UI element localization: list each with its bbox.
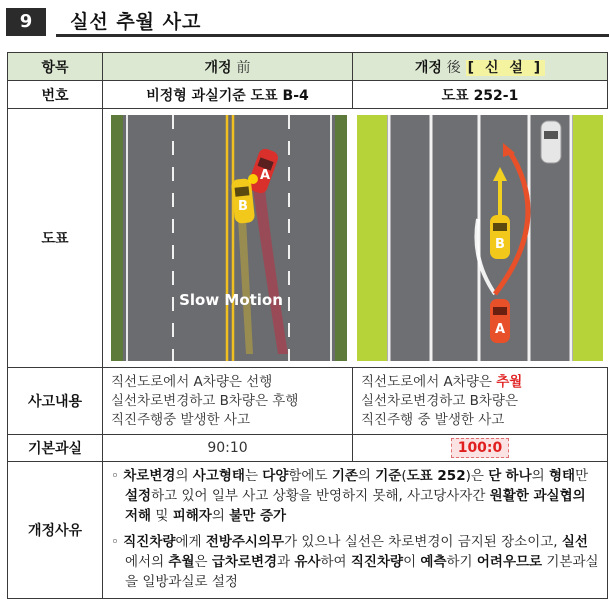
header-after [353,53,608,81]
diagram-before-image [103,109,353,367]
header-row [8,53,608,81]
basic-after-cell [353,435,608,462]
table-row-diagram [8,109,608,368]
diagram-before-cell [103,109,353,368]
content-before-line: 직선도로에서 A차량은 선행 [111,373,273,390]
content-after [353,368,608,435]
number-before: 비정형 과실기준 도표 B-4 [103,81,353,109]
header-before [103,53,353,81]
table-row-reason [8,462,608,599]
slow-motion-caption: Slow Motion [179,291,283,309]
content-after-highlight: 추월 [496,373,523,390]
header-after-bold: 개정 [414,59,442,76]
reason-paragraph-2: ◦ 직진차량에게 전방주시의무가 있으나 실선은 차로변경이 금지된 장소이고, 실선에서의 추월은 급차로변경과 유사하여 직진차량이 예측하기 어려우므로 기본과실을 일방과실로 설정 [111,534,599,590]
content-after-text: 직선도로에서 A차량은 [361,373,497,390]
label-number: 번호 [8,81,103,109]
content-before [103,368,353,435]
diagram-after-cell [353,109,608,368]
number-after: 도표 252-1 [353,81,608,109]
label-diagram: 도표 [8,109,103,368]
content-after-line [361,373,599,392]
title-underline [56,34,609,37]
after-car-a-label: A [494,322,506,337]
before-car-a-label: A [259,168,271,183]
bullet: ◦ [111,468,119,484]
section-number: 9 [6,8,46,36]
content-before-line: 실선차로변경하고 B차량은 후행 [111,392,299,409]
diagram-after-image [353,109,608,367]
header-after-light: 後 [446,59,461,76]
new-badge: [ 신 설 ] [467,59,544,76]
reason-paragraph-1: ◦ 차로변경의 사고형태는 다양함에도 기존의 기준(도표 252)은 단 하나의 형태만 설정하고 있어 일부 사고 상황을 반영하지 못해, 사고당사자간 원활한 과실협의 저해 및 피해자의 불만 증가 [111,468,589,524]
content-before-line: 직진주행중 발생한 사고 [111,411,250,428]
section-title-bar [6,8,606,36]
table-row-number [8,81,608,109]
section-title: 실선 추월 사고 [70,11,202,33]
comparison-table [7,52,608,599]
content-after-line: 직진주행 중 발생한 사고 [361,411,505,428]
basic-before: 90:10 [103,435,353,462]
content-after-line: 실선차로변경하고 B차량은 [361,392,519,409]
label-reason: 개정사유 [8,462,103,599]
label-content: 사고내용 [8,368,103,435]
basic-after: 100:0 [451,438,510,458]
table-row-content [8,368,608,435]
label-basic: 기본과실 [8,435,103,462]
table-row-basic [8,435,608,462]
after-car-b-label: B [495,237,505,252]
bullet: ◦ [111,534,119,550]
before-car-b-label: B [238,199,248,214]
header-before-light: 前 [236,59,251,76]
reason-text [103,462,608,599]
header-before-bold: 개정 [204,59,232,76]
header-item: 항목 [8,53,103,81]
